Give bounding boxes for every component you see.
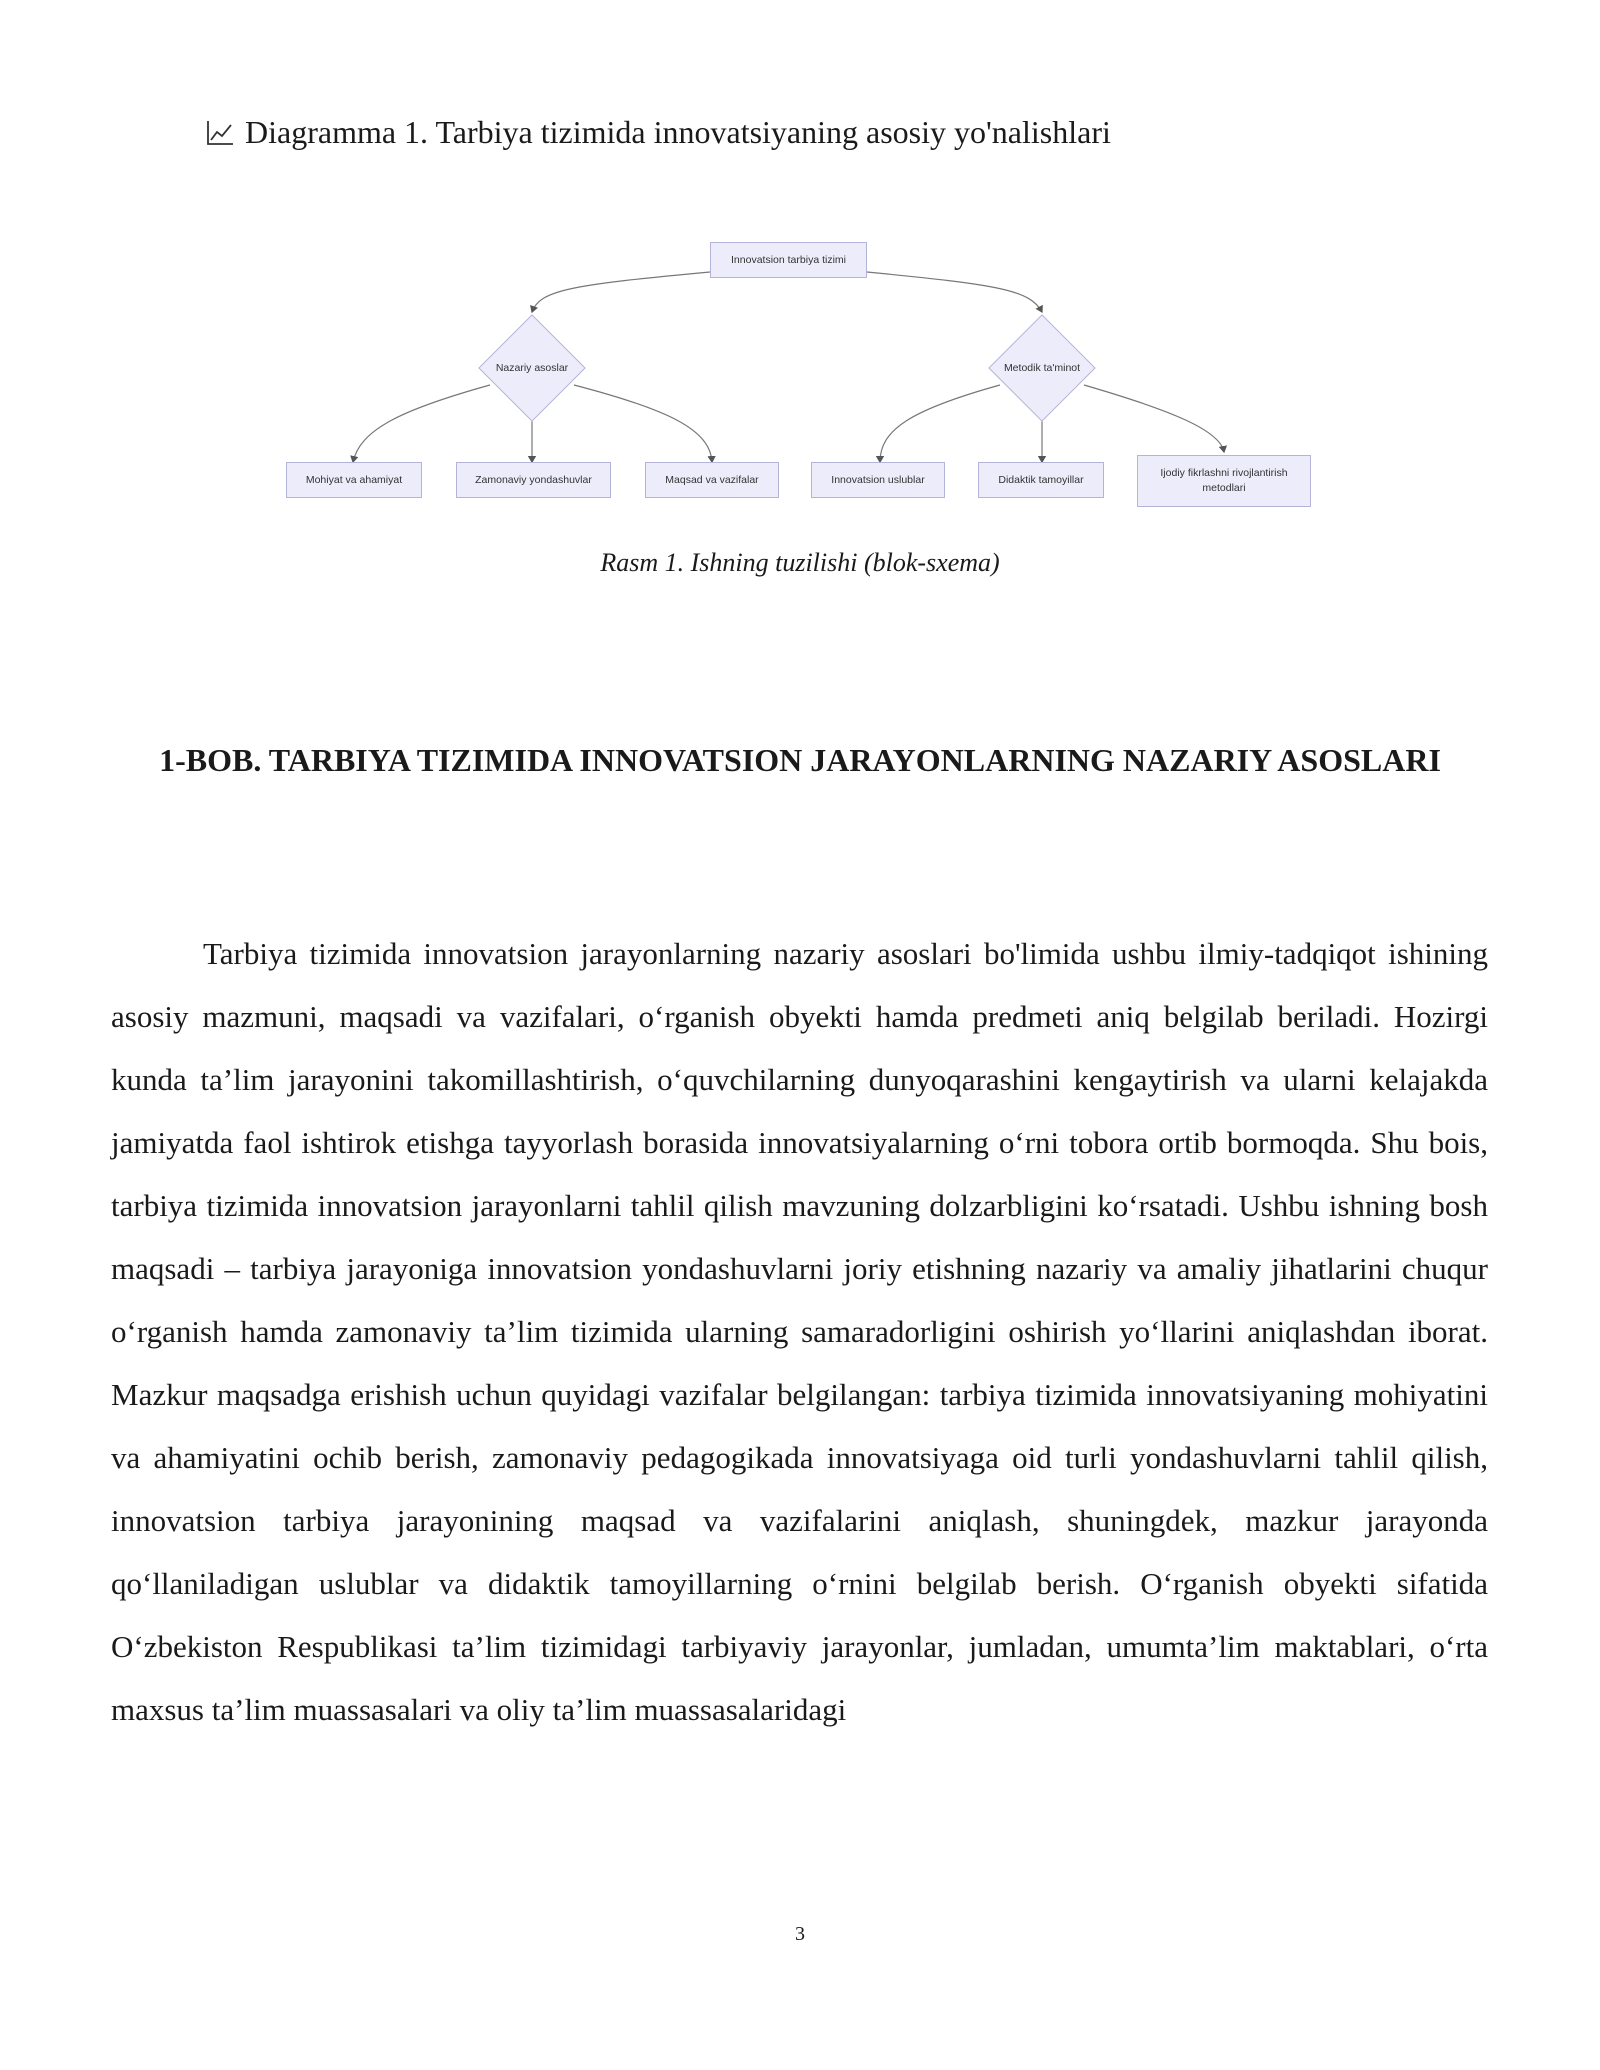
flowchart-leaf-node — [978, 462, 1104, 498]
page-number: 3 — [795, 1923, 805, 1945]
flowchart-leaf-label: Didaktik tamoyillar — [998, 473, 1084, 486]
figure-caption: Rasm 1. Ishning tuzilishi (blok-sxema) — [600, 548, 1000, 577]
flowchart-leaf-label: Ijodiy fikrlashni rivojlantirish metodlari — [1160, 467, 1288, 494]
flowchart-root-label: Innovatsion tarbiya tizimi — [731, 253, 846, 266]
flowchart-root-node — [710, 242, 867, 278]
flowchart-leaf-node — [811, 462, 945, 498]
edge-root-nazariy — [532, 272, 710, 312]
edge-root-metodik — [867, 272, 1042, 312]
diagram-heading — [205, 112, 1111, 156]
flowchart-leaf-node — [645, 462, 779, 498]
body-paragraph: Tarbiya tizimida innovatsion jarayonlarning nazariy asoslari bo'limida ushbu ilmiy-tadqiqot ishining asosiy mazmuni, maqsadi va vazifalari, o‘rganish obyekti hamda predmeti aniq belgilab beriladi. Hozirgi kunda ta’lim jarayonini takomillashtirish, o‘quvchilarning dunyoqarashini kengaytirish va ularni kelajakda jamiyatda faol ishtirok etishga tayyorlash borasida innovatsiyalarning o‘rni tobora ortib bormoqda. Shu bois, tarbiya tizimida innovatsion jarayonlarni tahlil qilish mavzuning dolzarbligini ko‘rsatadi. Ushbu ishning bosh maqsadi – tarbiya jarayoniga innovatsion yondashuvlarni joriy etishning nazariy va amaliy jihatlarini chuqur o‘rganish hamda zamonaviy ta’lim tizimida ularning samaradorligini oshirish yo‘llarini aniqlashdan iborat. Mazkur maqsadga erishish uchun quyidagi vazifalar belgilangan: tarbiya tizimida innovatsiyaning mohiyatini va ahamiyatini ochib berish, zamonaviy pedagogikada innovatsiyaga oid turli yondashuvlarni tahlil qilish, innovatsion tarbiya jarayonining maqsad va vazifalarini aniqlash, shuningdek, mazkur jarayonda qo‘llaniladigan uslublar va didaktik tamoyillarning o‘rnini belgilab berish. O‘rganish obyekti sifatida O‘zbekiston Respublikasi ta’lim tizimidagi tarbiyaviy jarayonlar, jumladan, umumta’lim maktablari, o‘rta maxsus ta’lim muassasalari va oliy ta’lim muassasalaridagi — [111, 936, 1488, 1727]
chart-line-icon — [205, 116, 235, 156]
flowchart-leaf-label: Maqsad va vazifalar — [665, 473, 759, 486]
flowchart-leaf-label: Mohiyat va ahamiyat — [305, 473, 403, 486]
flowchart-decision-label: Nazariy asoslar — [495, 362, 569, 374]
flowchart-leaf-label: Zamonaviy yondashuvlar — [475, 473, 592, 486]
flowchart-decision-metodik — [982, 308, 1102, 428]
flowchart — [270, 230, 1330, 530]
chapter-title: 1-BOB. TARBIYA TIZIMIDA INNOVATSION JARAYONLARNING NAZARIY ASOSLARI — [159, 742, 1441, 778]
flowchart-leaf-node — [456, 462, 611, 498]
flowchart-leaf-node — [1137, 455, 1311, 507]
edge-metodik-ijodiy — [1084, 385, 1224, 452]
flowchart-decision-nazariy — [472, 308, 592, 428]
flowchart-leaf-label: Innovatsion uslublar — [831, 473, 925, 486]
diagram-heading-text: Diagramma 1. Tarbiya tizimida innovatsiyaning asosiy yo'nalishlari — [245, 114, 1111, 150]
edge-nazariy-maqsad — [574, 385, 712, 462]
flowchart-leaf-node — [286, 462, 422, 498]
flowchart-decision-label: Metodik ta'minot — [1003, 362, 1081, 374]
edge-nazariy-mohiyat — [353, 385, 490, 462]
